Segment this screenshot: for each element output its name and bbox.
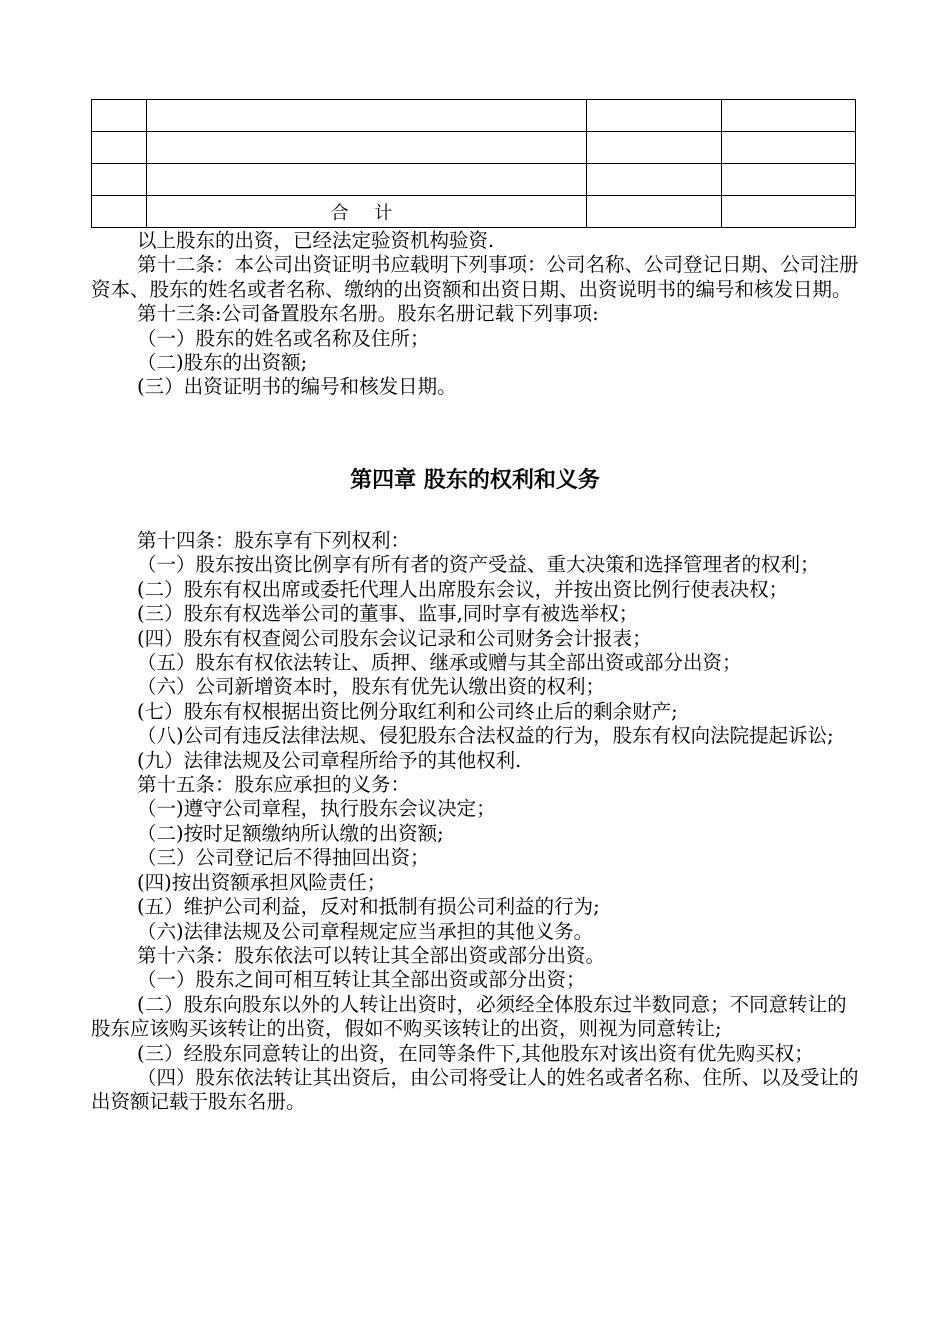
list-item: （一)遵守公司章程，执行股东会议决定； (137, 797, 496, 821)
list-item: （五）股东有权依法转让、质押、继承或赠与其全部出资或部分出资； (137, 651, 742, 675)
list-item: （八)公司有违反法律法规、侵犯股东合法权益的行为，股东有权向法院提起诉讼; (137, 724, 834, 748)
article-13: 第十三条:公司备置股东名册。股东名册记载下列事项: (137, 302, 599, 326)
list-item: （六）公司新增资本时，股东有优先认缴出资的权利； (137, 675, 606, 699)
list-item: (二）股东向股东以外的人转让出资时，必须经全体股东过半数同意；不同意转让的股东应该购买该转让的出资，假如不购买该转让的出资，则视为同意转让; (91, 992, 847, 1041)
section-shareholder-rights (91, 529, 866, 1115)
table-cell (722, 164, 856, 196)
list-item: （一）股东的姓名或名称及住所； (137, 326, 430, 350)
table-total-row (92, 196, 856, 228)
list-item: （四）股东依法转让其出资后，由公司将受让人的姓名或者名称、住所、以及受让的出资额记载于股东名册。 (91, 1065, 859, 1114)
paragraph: 以上股东的出资，已经法定验资机构验资. (137, 229, 495, 252)
chapter-title: 第四章 股东的权利和义务 (350, 468, 600, 493)
list-item: (二）股东有权出席或委托代理人出席股东会议，并按出资比例行使表决权； (137, 577, 789, 601)
table-cell (722, 100, 856, 132)
table-cell (92, 164, 147, 196)
list-item: （一）股东按出资比例享有所有者的资产受益、重大决策和选择管理者的权利； (137, 553, 820, 577)
table-row (92, 164, 856, 196)
section-contribution-records (91, 229, 866, 400)
list-item: (三）经股东同意转让的出资，在同等条件下,其他股东对该出资有优先购买权； (137, 1041, 814, 1065)
list-item: (四)按出资额承担风险责任； (137, 870, 387, 894)
article-12: 第十二条：本公司出资证明书应载明下列事项：公司名称、公司登记日期、公司注册资本、股东的姓名或者名称、缴纳的出资额和出资日期、出资说明书的编号和核发日期。 (91, 253, 859, 301)
table-cell (147, 100, 587, 132)
table-cell (587, 100, 722, 132)
table-cell (147, 164, 587, 196)
table-cell (92, 132, 147, 164)
list-item: (九）法律法规及公司章程所给予的其他权利. (137, 748, 522, 772)
list-item: (四）股东有权查阅公司股东会议记录和公司财务会计报表； (137, 626, 652, 650)
list-item: （二)按时足额缴纳所认缴的出资额; (137, 821, 444, 845)
table-cell (92, 196, 147, 228)
article-14: 第十四条：股东享有下列权利： (137, 529, 411, 552)
list-item: （二)股东的出资额; (137, 351, 308, 375)
total-ratio-cell (722, 196, 856, 228)
table-cell (147, 132, 587, 164)
table-cell (722, 132, 856, 164)
list-item: （六)法律法规及公司章程规定应当承担的其他义务。 (137, 919, 594, 943)
table-row (92, 100, 856, 132)
table-cell (92, 100, 147, 132)
list-item: (五）维护公司利益，反对和抵制有损公司利益的行为; (137, 895, 600, 919)
list-item: （三）公司登记后不得抽回出资； (137, 846, 430, 870)
table-cell (587, 164, 722, 196)
shareholder-contribution-table (91, 99, 856, 228)
article-15: 第十五条：股东应承担的义务： (137, 773, 411, 797)
list-item: （一）股东之间可相互转让其全部出资或部分出资； (137, 968, 586, 992)
table-cell (587, 132, 722, 164)
list-item: (七）股东有权根据出资比例分取红利和公司终止后的剩余财产; (137, 699, 678, 723)
total-label: 合 计 (147, 196, 587, 228)
list-item: (三）出资证明书的编号和核发日期。 (137, 375, 457, 399)
article-16: 第十六条：股东依法可以转让其全部出资或部分出资。 (137, 943, 606, 967)
total-amount-cell (587, 196, 722, 228)
list-item: (三）股东有权选举公司的董事、监事,同时享有被选举权； (137, 602, 639, 626)
table-row (92, 132, 856, 164)
